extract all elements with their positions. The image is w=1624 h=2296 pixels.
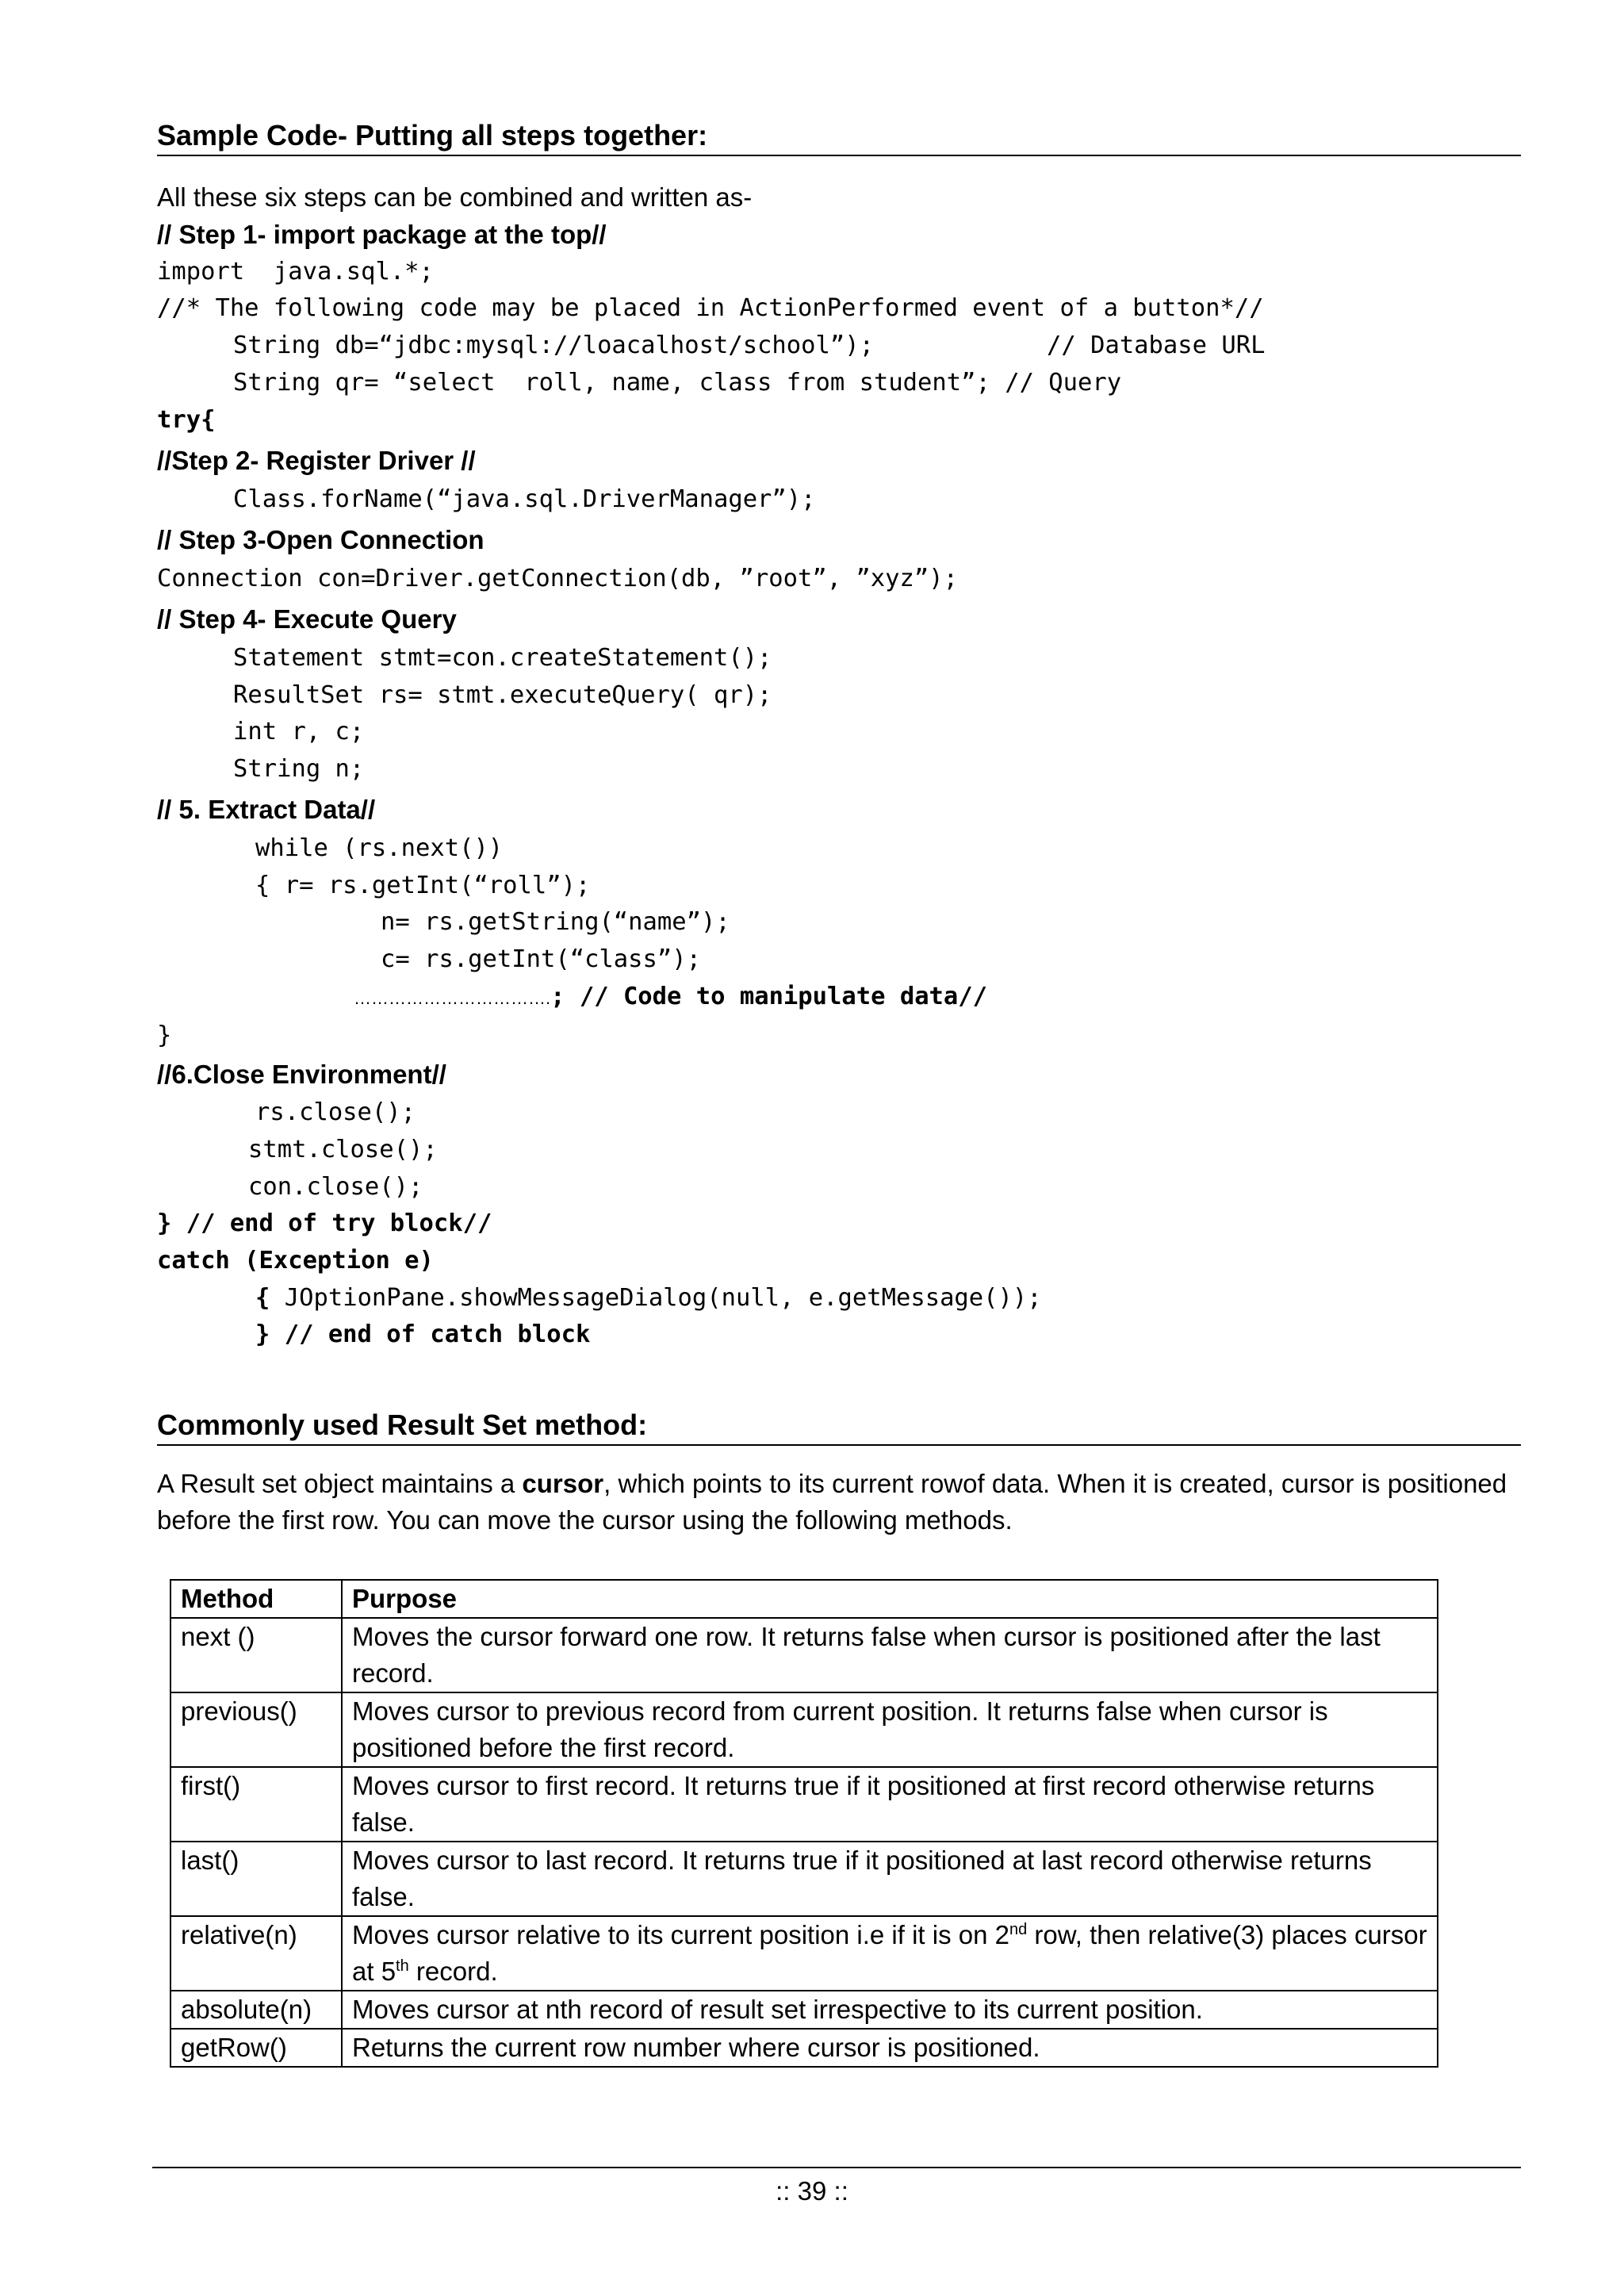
code-dots: …………………………….	[354, 988, 551, 1008]
purpose-cell	[342, 1916, 1438, 1991]
purpose-sup-nd: nd	[1009, 1921, 1028, 1938]
purpose-cell: Moves cursor to last record. It returns true if it positioned at last record otherwise returns false.	[342, 1842, 1438, 1916]
section-heading-sample-code: Sample Code- Putting all steps together:	[157, 120, 1521, 156]
code-joption-brace: {	[255, 1284, 270, 1312]
step3-comment: // Step 3-Open Connection	[157, 525, 485, 554]
code-joption-row	[255, 1280, 1042, 1317]
code-while-line: while (rs.next())	[255, 834, 504, 862]
paragraph-text-a: A Result set object maintains a	[157, 1469, 523, 1498]
code-end-catch: } // end of catch block	[255, 1320, 591, 1348]
code-catch-line: catch (Exception e)	[157, 1247, 434, 1274]
code-manipulate-line	[354, 979, 987, 1015]
code-end-try: } // end of try block//	[157, 1209, 492, 1237]
table-row	[170, 1767, 1438, 1842]
code-int-line: int r, c;	[233, 718, 365, 746]
column-header-method: Method	[170, 1580, 342, 1618]
paragraph-text-b: , which points to its current rowof data. When it is created, cursor is positioned before the first row. You can move the cursor using the following methods.	[157, 1469, 1507, 1535]
step6-comment: //6.Close Environment//	[157, 1060, 446, 1089]
code-class-forname: Class.forName(“java.sql.DriverManager”);	[233, 485, 816, 513]
method-cell: first()	[170, 1767, 342, 1842]
table-row	[170, 2029, 1438, 2067]
code-db-comment: // Database URL	[1047, 332, 1266, 359]
page-number: :: 39 ::	[776, 2176, 848, 2206]
code-r-line: { r= rs.getInt(“roll”);	[255, 872, 591, 899]
purpose-cell: Moves cursor at nth record of result set irrespective to its current position.	[342, 1991, 1438, 2029]
method-cell: getRow()	[170, 2029, 342, 2067]
code-connection-line: Connection con=Driver.getConnection(db, ”root”, ”xyz”);	[157, 565, 958, 592]
code-stmt-line: Statement stmt=con.createStatement();	[233, 644, 772, 672]
table-row	[170, 1618, 1438, 1692]
intro-text: All these six steps can be combined and written as-	[157, 182, 753, 212]
code-con-close: con.close();	[248, 1173, 423, 1201]
purpose-cell: Moves cursor to first record. It returns true if it positioned at first record otherwise returns false.	[342, 1767, 1438, 1842]
code-rs-close: rs.close();	[255, 1098, 416, 1126]
step1-comment: // Step 1- import package at the top//	[157, 220, 607, 249]
purpose-cell: Returns the current row number where cursor is positioned.	[342, 2029, 1438, 2067]
step2-comment: //Step 2- Register Driver //	[157, 446, 476, 475]
table-row	[170, 1842, 1438, 1916]
step4-comment: // Step 4- Execute Query	[157, 604, 457, 634]
method-cell: absolute(n)	[170, 1991, 342, 2029]
method-cell: previous()	[170, 1692, 342, 1767]
purpose-text-b: row, then relative(3) places cursor at 5	[352, 1920, 1427, 1986]
purpose-cell: Moves cursor to previous record from current position. It returns false when cursor is positioned before the first record.	[342, 1692, 1438, 1767]
code-close-brace: }	[157, 1022, 172, 1049]
method-cell: next ()	[170, 1618, 342, 1692]
code-string-line: String n;	[233, 755, 365, 783]
section-heading-result-set: Commonly used Result Set method:	[157, 1409, 1521, 1446]
footer-divider	[152, 2167, 1521, 2168]
method-cell: relative(n)	[170, 1916, 342, 1991]
code-import-line: import java.sql.*;	[157, 258, 434, 286]
code-joption-line: JOptionPane.showMessageDialog(null, e.getMessage());	[284, 1284, 1042, 1312]
code-rs-line: ResultSet rs= stmt.executeQuery( qr);	[233, 681, 772, 709]
purpose-cell: Moves the cursor forward one row. It returns false when cursor is positioned after the last record.	[342, 1618, 1438, 1692]
result-set-paragraph	[157, 1466, 1521, 1539]
code-stmt-close: stmt.close();	[248, 1136, 438, 1163]
code-manipulate-comment: ; // Code to manipulate data//	[550, 983, 988, 1010]
purpose-text-a: Moves cursor relative to its current position i.e if it is on 2	[352, 1920, 1009, 1949]
result-set-methods-table	[170, 1579, 1438, 2068]
table-row	[170, 1692, 1438, 1767]
code-action-comment: //* The following code may be placed in ActionPerformed event of a button*//	[157, 294, 1264, 322]
code-try-open: try{	[157, 406, 216, 434]
code-c-line: c= rs.getInt(“class”);	[381, 945, 701, 973]
purpose-sup-th: th	[396, 1957, 409, 1975]
table-row	[170, 1991, 1438, 2029]
table-header-row	[170, 1580, 1438, 1618]
purpose-text-c: record.	[408, 1957, 498, 1986]
table-row	[170, 1916, 1438, 1991]
code-n-line: n= rs.getString(“name”);	[381, 908, 730, 936]
code-qr-line: String qr= “select roll, name, class from student”; // Query	[233, 369, 1122, 397]
method-cell: last()	[170, 1842, 342, 1916]
code-db-line: String db=“jdbc:mysql://loacalhost/school”);	[233, 332, 874, 359]
column-header-purpose: Purpose	[342, 1580, 1438, 1618]
step5-comment: // 5. Extract Data//	[157, 795, 376, 824]
paragraph-bold-cursor: cursor	[522, 1469, 604, 1498]
